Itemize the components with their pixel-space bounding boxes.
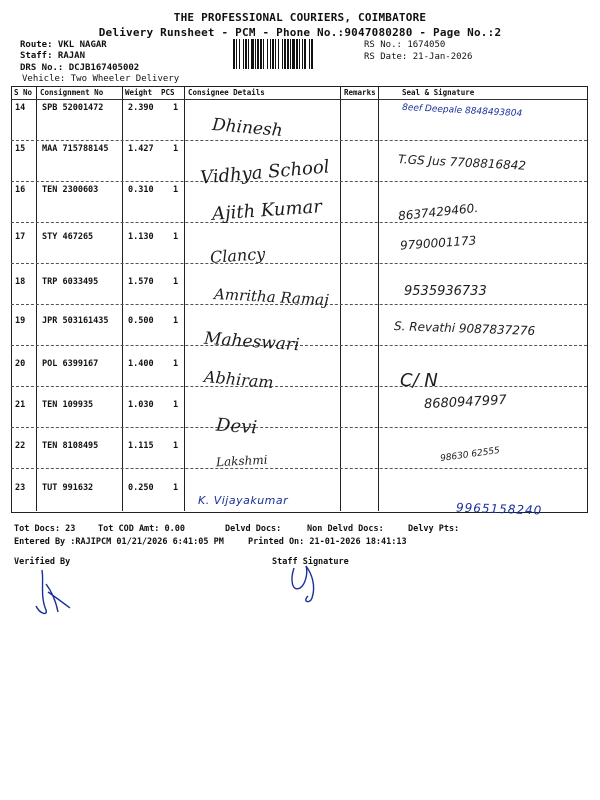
col-consignee-header: Consignee Details [188,88,265,97]
row-divider [11,140,587,141]
consignee-signature: Devi [215,414,258,439]
row-sno: 17 [15,232,26,242]
verifier-signature-mark [22,562,82,622]
row-consignment: TEN 8108495 [42,441,99,451]
row-weight: 1.030 [128,400,154,410]
consignee-signature: Clancy [209,244,266,267]
receiver-signature: 9965158240 [455,500,543,518]
entered-by: Entered By :RAJIPCM 01/21/2026 6:41:05 PM [14,537,224,547]
row-weight: 0.500 [128,316,154,326]
route-label: Route: VKL NAGAR [20,40,107,50]
row-sno: 21 [15,400,26,410]
row-sno: 20 [15,359,26,369]
row-divider [11,386,587,387]
verified-by-label: Verified By [14,557,71,567]
row-consignment: TUT 991632 [42,483,94,493]
consignee-signature: K. Vijayakumar [198,494,289,507]
row-weight: 0.310 [128,185,154,195]
staff-label: Staff: RAJAN [20,51,86,61]
printed-on: Printed On: 21-01-2026 18:41:13 [248,537,407,547]
col-pcs-header: PCS [161,88,175,97]
consignee-signature: Amritha Ramaj [213,285,330,309]
consignee-signature: Vidhya School [199,156,331,189]
staff-signature-label: Staff Signature [272,557,349,567]
col-sno-header: S No [14,88,33,97]
receiver-signature: 8eef Deepale 8848493804 [401,102,523,120]
row-pcs: 1 [173,483,179,493]
row-consignment: STY 467265 [42,232,94,242]
row-pcs: 1 [173,400,179,410]
consignee-signature: Maheswari [203,328,301,356]
rs-date: RS Date: 21-Jan-2026 [364,52,473,62]
receiver-signature: C/ N [400,370,438,391]
row-weight: 0.250 [128,483,154,493]
row-sno: 16 [15,185,26,195]
consignee-signature: Ajith Kumar [211,196,323,225]
col-divider [184,86,185,511]
drs-number: DRS No.: DCJB167405002 [20,63,140,73]
delivered-docs: Delvd Docs: [225,524,282,534]
row-divider [11,181,587,182]
row-consignment: TRP 6033495 [42,277,99,287]
receiver-signature: 8637429460. [397,200,479,224]
row-pcs: 1 [173,232,179,242]
row-divider [11,427,587,428]
consignee-signature: Lakshmi [215,452,268,470]
row-pcs: 1 [173,316,179,326]
row-weight: 1.400 [128,359,154,369]
row-weight: 1.130 [128,232,154,242]
row-sno: 19 [15,316,26,326]
row-consignment: JPR 503161435 [42,316,109,326]
row-consignment: POL 6399167 [42,359,99,369]
row-pcs: 1 [173,277,179,287]
receiver-signature: S. Revathi 9087837276 [393,319,536,338]
col-divider [378,86,379,511]
header-divider [11,99,587,100]
row-sno: 14 [15,103,26,113]
row-pcs: 1 [173,441,179,451]
col-consignment-header: Consignment No [40,88,104,97]
receiver-signature: 9790001173 [399,233,477,253]
row-consignment: SPB 52001472 [42,103,104,113]
total-docs: Tot Docs: 23 [14,524,76,534]
row-divider [11,263,587,264]
col-seal-header: Seal & Signature [402,88,475,97]
receiver-signature: 9535936733 [404,284,487,299]
runsheet-title: Delivery Runsheet - PCM - Phone No.:9047080280 - Page No.:2 [98,26,502,39]
row-pcs: 1 [173,359,179,369]
non-delivered-docs: Non Delvd Docs: [307,524,384,534]
row-pcs: 1 [173,103,179,113]
col-weight-header: Weight [125,88,153,97]
row-sno: 22 [15,441,26,451]
row-sno: 15 [15,144,26,154]
row-weight: 1.570 [128,277,154,287]
consignee-signature: Dhinesh [211,114,284,142]
row-divider [11,222,587,223]
staff-signature-mark [286,562,326,606]
receiver-signature: 8680947997 [423,392,508,413]
row-divider [11,468,587,469]
row-consignment: TEN 2300603 [42,185,99,195]
row-weight: 2.390 [128,103,154,113]
row-pcs: 1 [173,144,179,154]
barcode [233,39,359,69]
delivery-points: Delvy Pts: [408,524,460,534]
row-sno: 18 [15,277,26,287]
col-divider [122,86,123,511]
consignee-signature: Abhiram [203,367,275,392]
col-divider [340,86,341,511]
row-sno: 23 [15,483,26,493]
vehicle-label: Vehicle: Two Wheeler Delivery [22,74,180,84]
row-weight: 1.427 [128,144,154,154]
row-weight: 1.115 [128,441,154,451]
row-consignment: TEN 109935 [42,400,94,410]
total-cod-amount: Tot COD Amt: 0.00 [98,524,185,534]
col-divider [36,86,37,511]
receiver-signature: 98630 62555 [439,445,501,465]
rs-number: RS No.: 1674050 [364,40,446,50]
receiver-signature: T.GS Jus 7708816842 [397,152,527,173]
col-remarks-header: Remarks [344,88,376,97]
row-pcs: 1 [173,185,179,195]
row-consignment: MAA 715788145 [42,144,109,154]
company-name: THE PROFESSIONAL COURIERS, COIMBATORE [173,11,427,24]
